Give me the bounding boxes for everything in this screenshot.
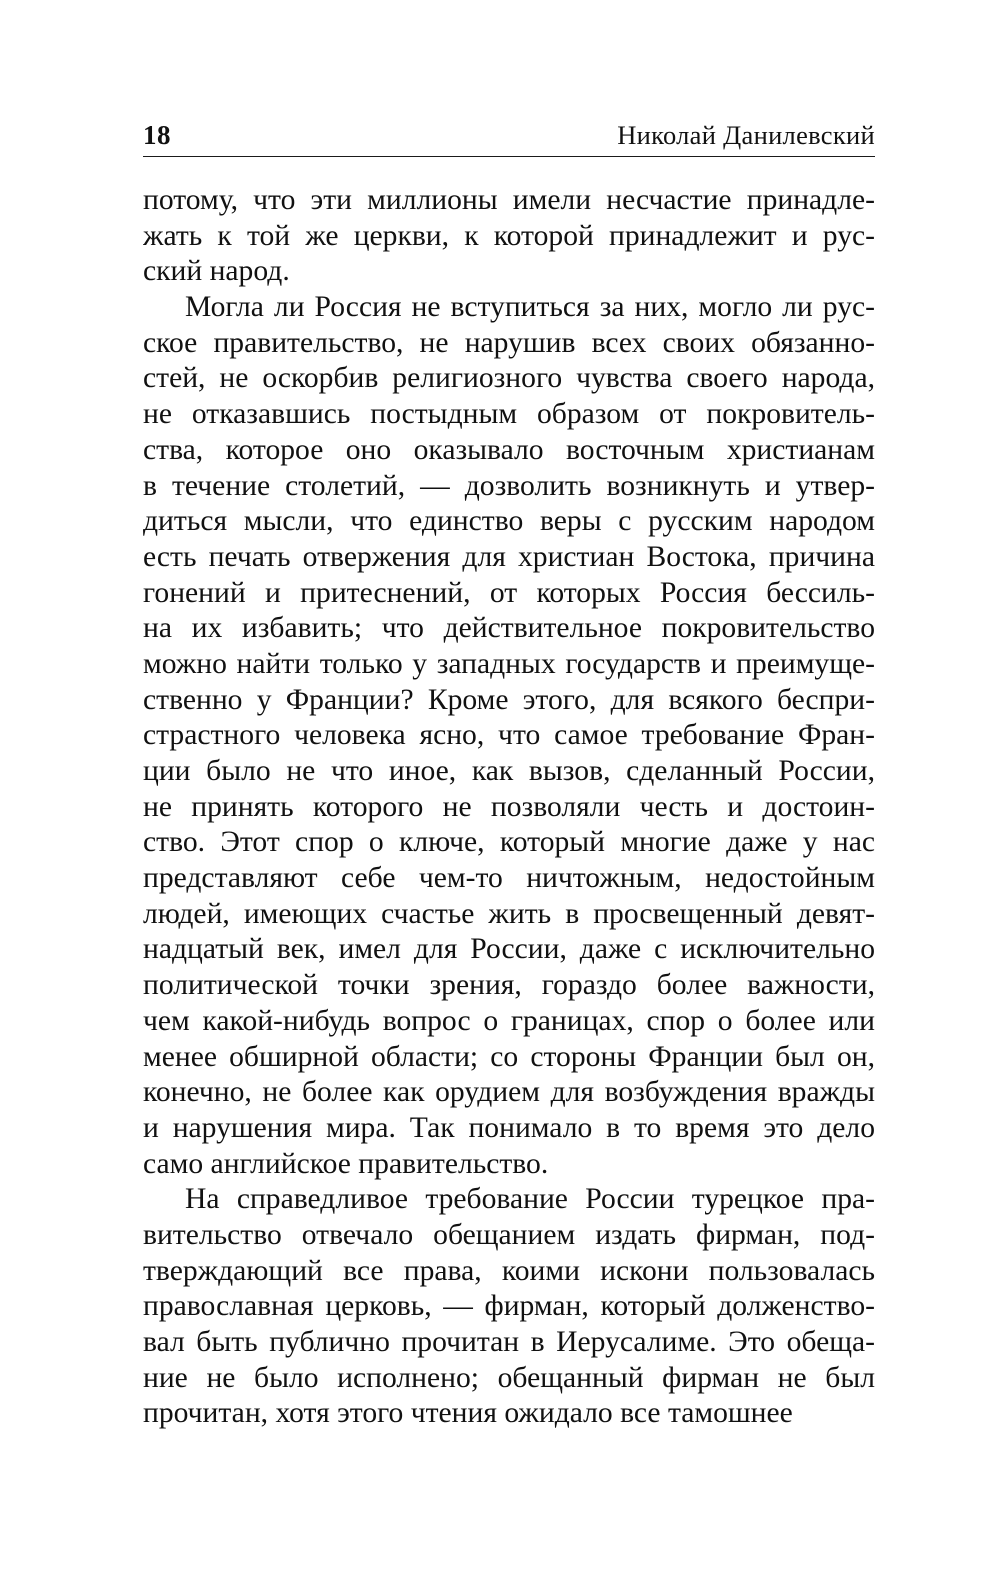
text-line: чем какой-нибудь вопрос о границах, спор о более или [143,1004,875,1037]
text-line: стей, не оскорбив религиозного чувства своего народа, [143,362,875,395]
text-line: страстного человека ясно, что самое требование Фран- [143,719,875,752]
text-line: На справедливое требование России турецкое пра- [185,1183,875,1216]
text-line: можно найти только у западных государств и преимуще- [143,647,875,680]
text-line: потому, что эти миллионы имели несчастие принадле- [143,184,875,216]
body-text [143,183,875,1432]
text-line: и нарушения мира. Так понимало в то время это дело [143,1111,875,1144]
text-line: ние не было исполнено; обещанный фирман не был [143,1361,875,1394]
page-number: 18 [143,120,171,150]
running-head-author: Николай Данилевский [617,120,875,150]
text-line: не отказавшись постыдным образом от покровитель- [143,398,875,431]
text-line: ский народ. [143,255,290,288]
text-line: ственно у Франции? Кроме этого, для всякого беспри- [143,683,875,716]
paragraph [143,1182,875,1432]
text-line: прочитан, хотя этого чтения ожидало все тамошнее [143,1397,793,1430]
text-line: людей, имеющих счастье жить в просвещенный девят- [143,897,875,930]
text-line: есть печать отвержения для христиан Востока, причина [143,540,875,573]
text-line: на их избавить; что действительное покровительство [143,612,875,645]
text-line: диться мысли, что единство веры с русским народом [143,505,875,538]
text-line: вал быть публично прочитан в Иерусалиме. Это обеща- [143,1326,875,1358]
text-line: надцатый век, имел для России, даже с исключительно [143,933,875,966]
text-line: ства, которое оно оказывало восточным христианам [143,433,875,466]
text-line: вительство отвечало обещанием издать фирман, под- [143,1218,875,1251]
text-line: ции было не что иное, как вызов, сделанный России, [143,755,875,787]
text-line: гонений и притеснений, от которых Россия бессиль- [143,576,875,609]
text-line: само английское правительство. [143,1147,549,1180]
running-head [143,116,875,157]
text-line: Могла ли Россия не вступиться за них, могло ли рус- [185,291,875,324]
text-line: политической точки зрения, гораздо более важности, [143,969,875,1002]
paragraph [143,290,875,1182]
text-line: ство. Этот спор о ключе, который многие даже у нас [143,826,875,859]
paragraph [143,183,875,290]
text-line: конечно, не более как орудием для возбуждения вражды [143,1076,875,1109]
text-line: тверждающий все права, коими искони пользовалась [143,1254,875,1287]
text-line: не принять которого не позволяли честь и достоин- [143,790,875,823]
text-line: православная церковь, — фирман, который долженство- [143,1290,875,1323]
text-line: представляют себе чем-то ничтожным, недостойным [143,862,875,895]
text-line: менее обширной области; со стороны Франции был он, [143,1040,875,1073]
text-line: в течение столетий, — дозволить возникнуть и утвер- [143,469,875,502]
text-line: жать к той же церкви, к которой принадлежит и рус- [143,219,875,252]
text-line: ское правительство, не нарушив всех своих обязанно- [143,326,875,359]
